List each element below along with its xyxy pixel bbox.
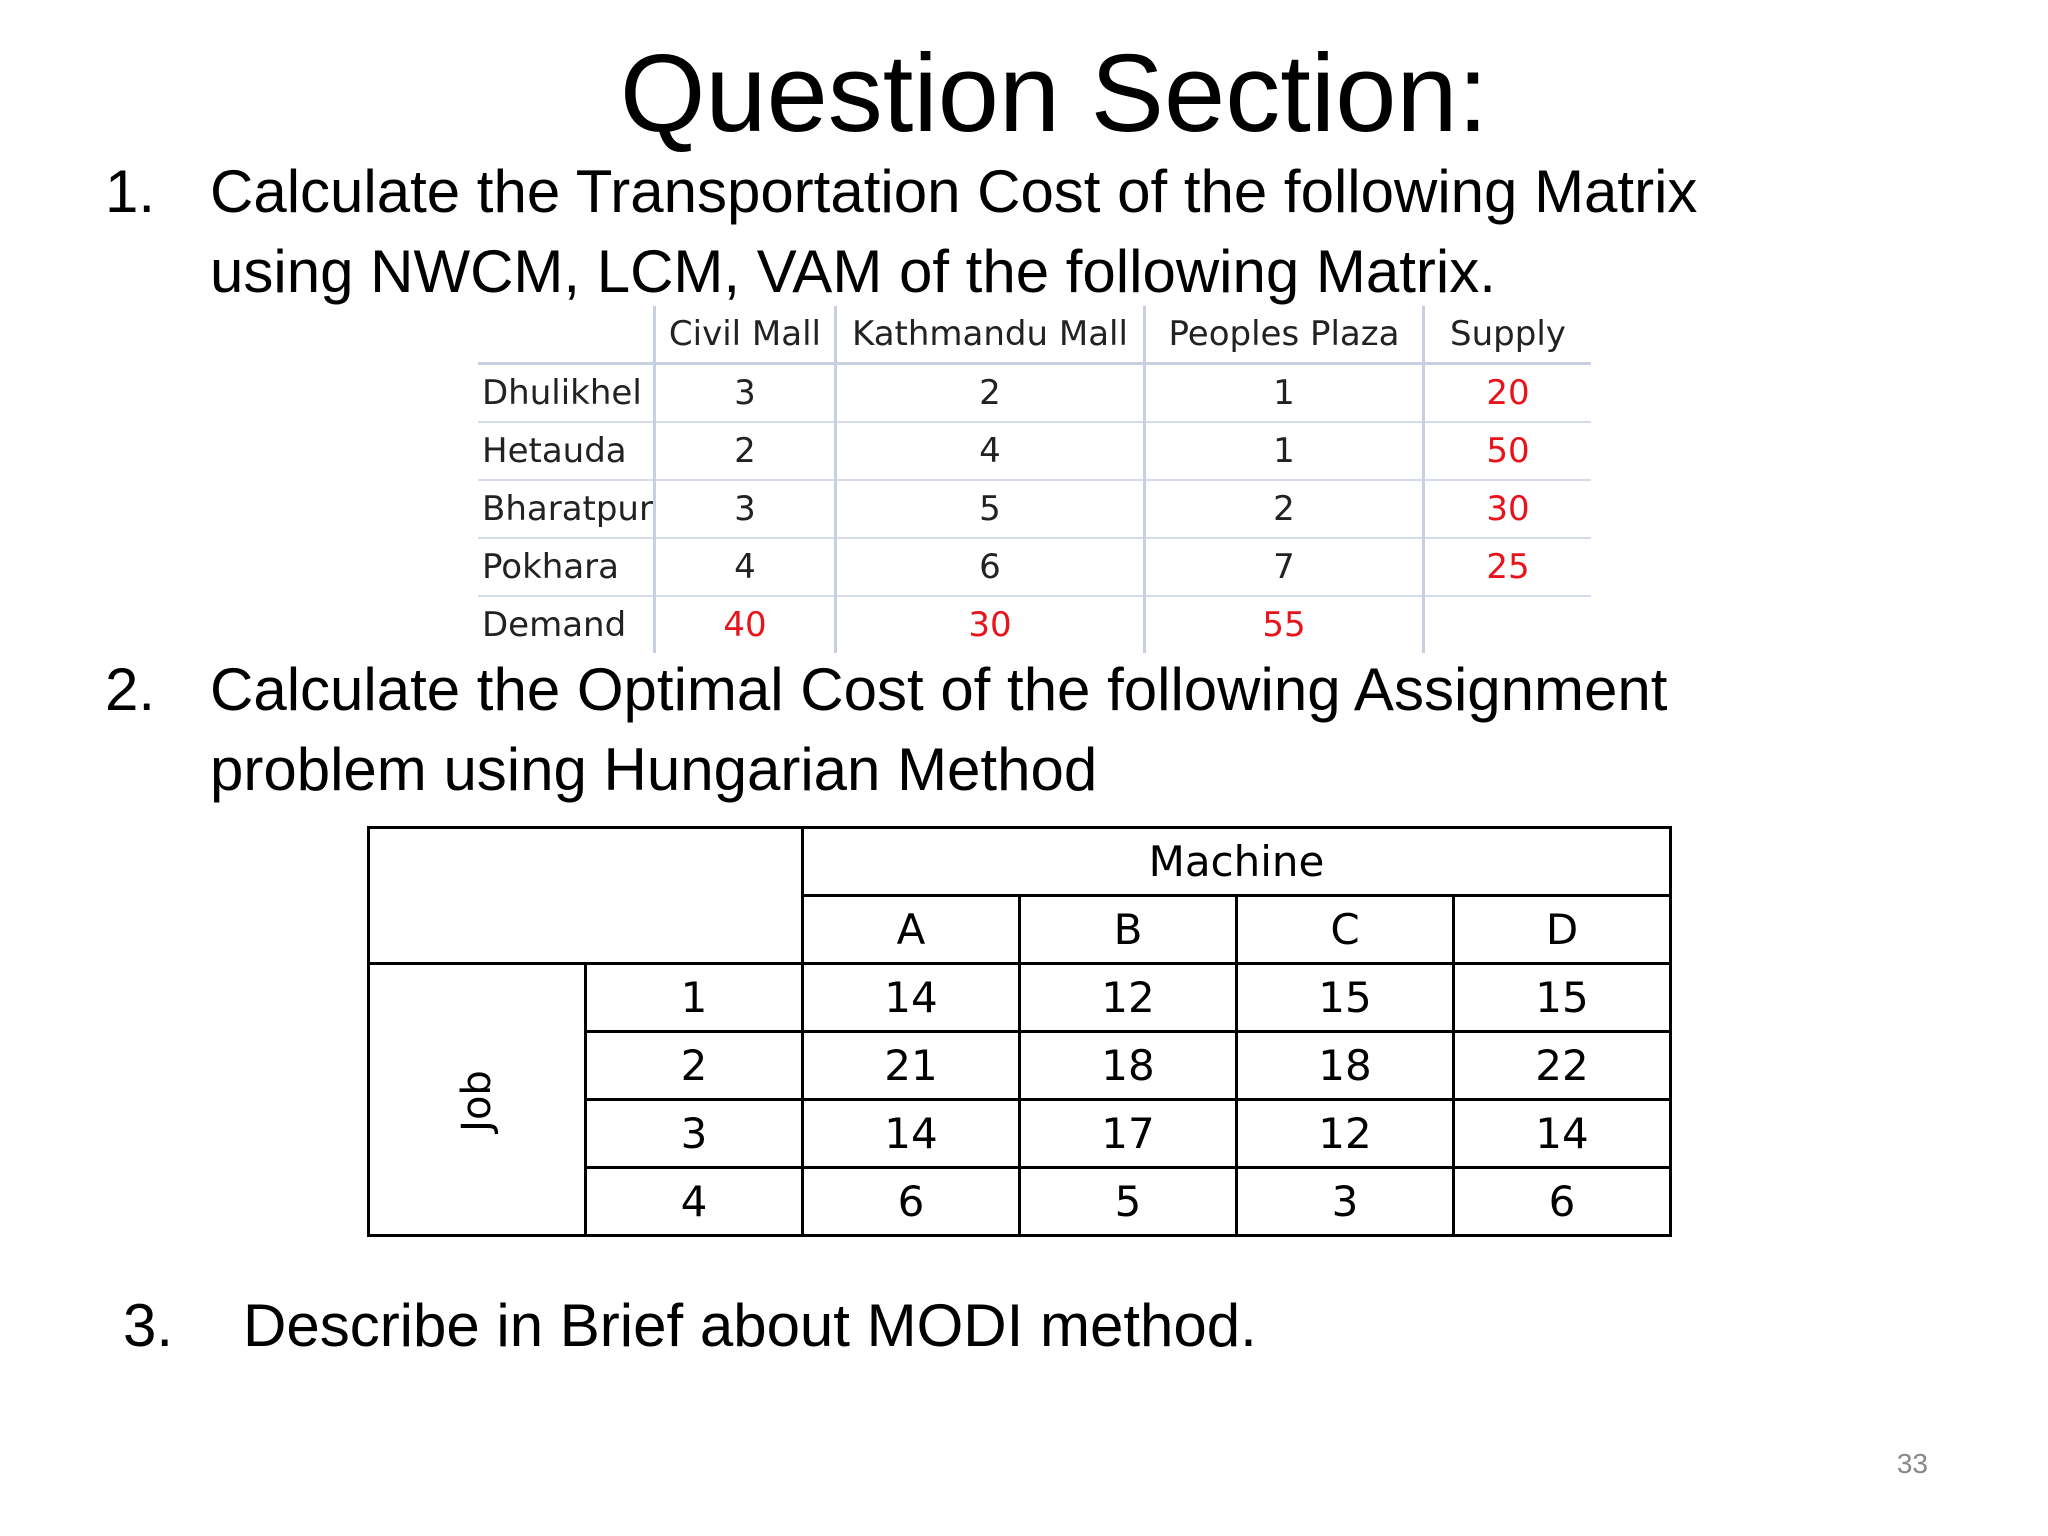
cost-cell: 6 xyxy=(803,1168,1020,1236)
cost-cell: 6 xyxy=(1454,1168,1671,1236)
row-label: Bharatpur xyxy=(478,480,654,538)
job-label-cell xyxy=(369,964,586,1236)
question-number: 3. xyxy=(123,1292,174,1359)
cost-cell: 2 xyxy=(654,422,835,480)
question-line: Calculate the Optimal Cost of the following Assignment xyxy=(210,656,1668,723)
cost-cell: 5 xyxy=(1020,1168,1237,1236)
table-row xyxy=(478,538,1591,596)
machine-header: A xyxy=(803,896,1020,964)
question-1 xyxy=(105,152,1905,322)
cost-cell: 3 xyxy=(1237,1168,1454,1236)
cost-cell: 7 xyxy=(1144,538,1423,596)
page-number: 33 xyxy=(1896,1448,1928,1479)
demand-cell: 30 xyxy=(835,596,1144,653)
table-row xyxy=(478,422,1591,480)
cost-cell: 17 xyxy=(1020,1100,1237,1168)
column-header: Supply xyxy=(1423,306,1591,364)
supply-cell: 25 xyxy=(1423,538,1591,596)
empty-cell xyxy=(1423,596,1591,653)
demand-row xyxy=(478,596,1591,653)
cost-cell: 2 xyxy=(835,364,1144,423)
cost-cell: 3 xyxy=(654,480,835,538)
cost-cell: 18 xyxy=(1237,1032,1454,1100)
machine-header: D xyxy=(1454,896,1671,964)
machine-header: C xyxy=(1237,896,1454,964)
cost-cell: 12 xyxy=(1237,1100,1454,1168)
question-line: Describe in Brief about MODI method. xyxy=(243,1292,1257,1359)
cost-cell: 21 xyxy=(803,1032,1020,1100)
question-text xyxy=(210,650,1667,810)
question-line: problem using Hungarian Method xyxy=(210,736,1098,803)
cost-cell: 1 xyxy=(1144,364,1423,423)
cost-cell: 6 xyxy=(835,538,1144,596)
cost-cell: 14 xyxy=(1454,1100,1671,1168)
supply-cell: 20 xyxy=(1423,364,1591,423)
question-text xyxy=(243,1286,1257,1366)
job-number: 4 xyxy=(586,1168,803,1236)
job-number: 2 xyxy=(586,1032,803,1100)
cost-cell: 14 xyxy=(803,964,1020,1032)
cost-cell: 15 xyxy=(1454,964,1671,1032)
cost-cell: 5 xyxy=(835,480,1144,538)
slide-title: Question Section: xyxy=(619,32,1489,155)
cost-cell: 12 xyxy=(1020,964,1237,1032)
job-label: Job xyxy=(453,1070,500,1132)
job-number: 1 xyxy=(586,964,803,1032)
question-3 xyxy=(123,1286,1923,1376)
cost-cell: 2 xyxy=(1144,480,1423,538)
job-number: 3 xyxy=(586,1100,803,1168)
question-line: using NWCM, LCM, VAM of the following Matrix. xyxy=(210,238,1496,305)
cost-cell: 18 xyxy=(1020,1032,1237,1100)
transportation-matrix xyxy=(478,306,1591,653)
question-number: 2. xyxy=(105,656,156,723)
machine-header: B xyxy=(1020,896,1237,964)
cost-cell: 4 xyxy=(654,538,835,596)
column-header: Civil Mall xyxy=(654,306,835,364)
machine-header-row xyxy=(369,828,1671,896)
question-2 xyxy=(105,650,1905,820)
row-label: Demand xyxy=(482,605,627,645)
question-line: Calculate the Transportation Cost of the following Matrix xyxy=(210,158,1698,225)
table-row xyxy=(478,364,1591,423)
machine-label: Machine xyxy=(803,828,1671,896)
question-number: 1. xyxy=(105,158,156,225)
supply-cell: 50 xyxy=(1423,422,1591,480)
demand-cell: 40 xyxy=(654,596,835,653)
cost-cell: 4 xyxy=(835,422,1144,480)
header-row xyxy=(478,306,1591,364)
demand-cell: 55 xyxy=(1144,596,1423,653)
column-header: Peoples Plaza xyxy=(1144,306,1423,364)
corner-cell xyxy=(369,828,803,964)
row-label: Dhulikhel xyxy=(478,364,654,423)
column-header: Kathmandu Mall xyxy=(835,306,1144,364)
cost-cell: 1 xyxy=(1144,422,1423,480)
supply-cell: 30 xyxy=(1423,480,1591,538)
table-row xyxy=(369,964,1671,1032)
corner-cell xyxy=(478,306,654,364)
assignment-matrix xyxy=(367,826,1672,1237)
question-text xyxy=(210,152,1697,312)
cost-cell: 15 xyxy=(1237,964,1454,1032)
row-label: Pokhara xyxy=(478,538,654,596)
table-row xyxy=(478,480,1591,538)
cost-cell: 3 xyxy=(654,364,835,423)
cost-cell: 14 xyxy=(803,1100,1020,1168)
row-label: Hetauda xyxy=(478,422,654,480)
cost-cell: 22 xyxy=(1454,1032,1671,1100)
